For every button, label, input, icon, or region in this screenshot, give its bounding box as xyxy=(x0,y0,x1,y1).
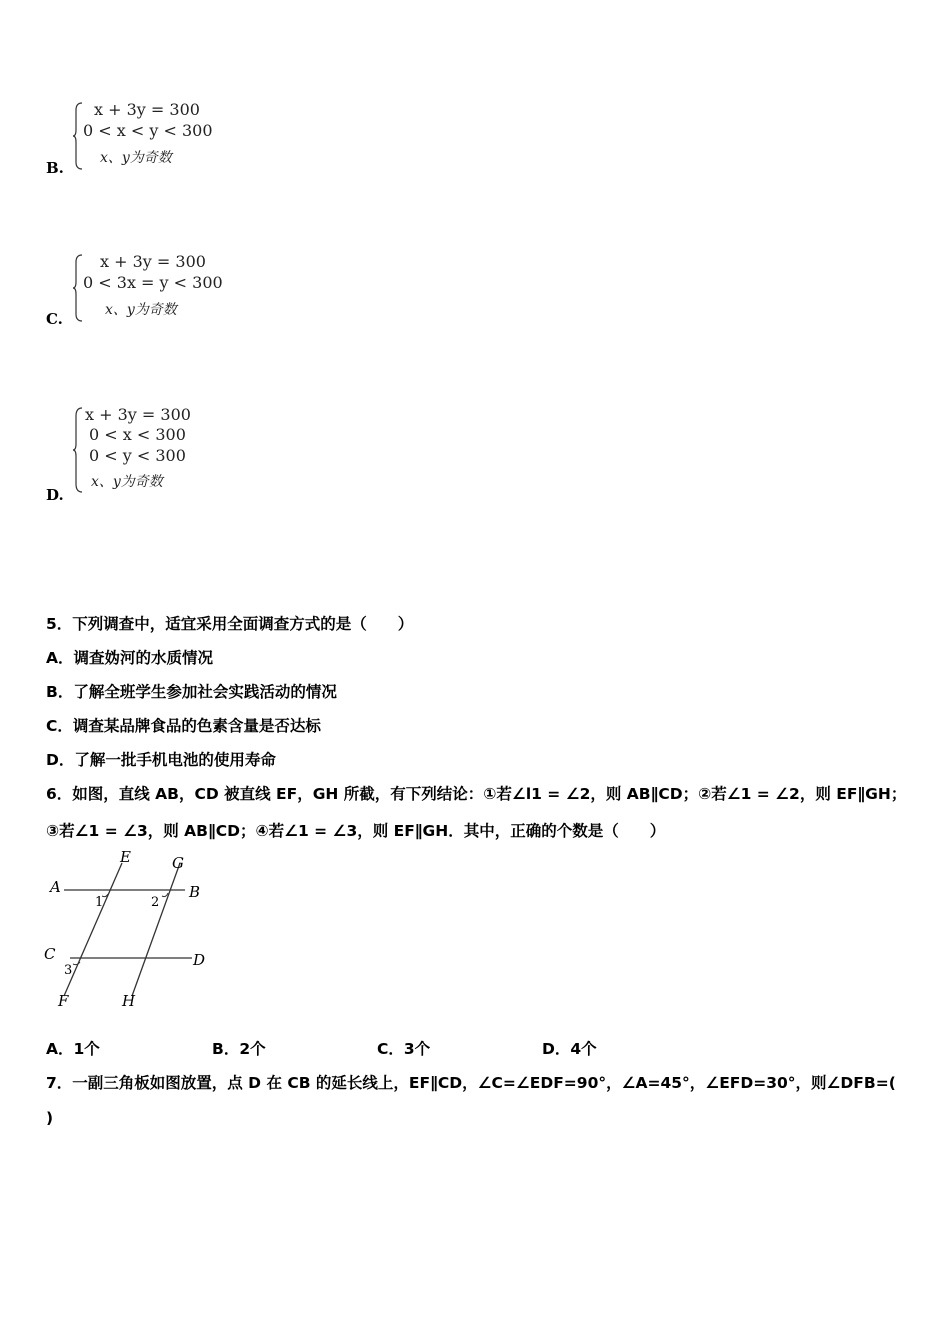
option-c-system xyxy=(72,252,232,324)
system-line: x、y为奇数 xyxy=(105,302,177,318)
system-line: x、y为奇数 xyxy=(100,150,172,166)
q5-choice-a: A．调查妫河的水质情况 xyxy=(46,649,213,667)
option-d-system xyxy=(72,405,222,497)
brace-icon xyxy=(72,407,84,493)
point-g-label: G xyxy=(172,854,184,872)
option-d-label: D. xyxy=(46,486,64,504)
q6-choice-a: A．1个 xyxy=(46,1040,100,1058)
q6-stem-line1: 6．如图，直线 AB，CD 被直线 EF，GH 所截，有下列结论：①若∠l1 = ∠2，则 AB∥CD；②若∠1 = ∠2，则 EF∥GH； xyxy=(46,785,907,803)
angle-3-label: 3 xyxy=(64,963,73,978)
point-b-label: B xyxy=(189,883,201,901)
line-gh xyxy=(132,863,180,996)
system-line: x + 3y = 300 xyxy=(94,100,200,119)
q5-choice-c: C．调查某品牌食品的色素含量是否达标 xyxy=(46,717,321,735)
point-d-label: D xyxy=(193,951,206,969)
line-ef xyxy=(64,863,122,996)
system-line: 0 < x < y < 300 xyxy=(83,121,213,140)
q6-choice-d: D．4个 xyxy=(542,1040,597,1058)
angle-1-label: 1 xyxy=(95,895,104,910)
q5-choice-d: D．了解一批手机电池的使用寿命 xyxy=(46,751,276,769)
system-line: x、y为奇数 xyxy=(91,474,163,490)
point-h-label: H xyxy=(122,992,136,1010)
option-b-system xyxy=(72,100,222,172)
q6-stem-line2: ③若∠1 = ∠3，则 AB∥CD；④若∠1 = ∠3，则 EF∥GH．其中，正确的个数是（ ） xyxy=(46,822,666,840)
q5-stem: 5．下列调查中，适宜采用全面调查方式的是（ ） xyxy=(46,615,414,633)
point-e-label: E xyxy=(120,848,131,866)
q6-figure xyxy=(40,848,220,1018)
angle-arc xyxy=(162,893,168,897)
q7-stem-line1: 7．一副三角板如图放置，点 D 在 CB 的延长线上，EF∥CD，∠C=∠EDF=90°，∠A=45°，∠EFD=30°，则∠DFB=( xyxy=(46,1074,896,1092)
option-c-label: C. xyxy=(46,310,63,328)
option-b-label: B. xyxy=(46,159,64,177)
point-c-label: C xyxy=(44,945,56,963)
system-line: 0 < y < 300 xyxy=(89,446,186,465)
point-f-label: F xyxy=(58,992,69,1010)
q7-stem-line2: ) xyxy=(46,1109,54,1127)
q6-choice-b: B．2个 xyxy=(212,1040,266,1058)
system-line: x + 3y = 300 xyxy=(100,252,206,271)
q5-choice-b: B．了解全班学生参加社会实践活动的情况 xyxy=(46,683,337,701)
q6-choice-c: C．3个 xyxy=(377,1040,431,1058)
system-line: 0 < 3x = y < 300 xyxy=(83,273,223,292)
point-a-label: A xyxy=(50,878,61,896)
system-line: x + 3y = 300 xyxy=(85,405,191,424)
system-line: 0 < x < 300 xyxy=(89,425,186,444)
angle-2-label: 2 xyxy=(151,895,160,910)
